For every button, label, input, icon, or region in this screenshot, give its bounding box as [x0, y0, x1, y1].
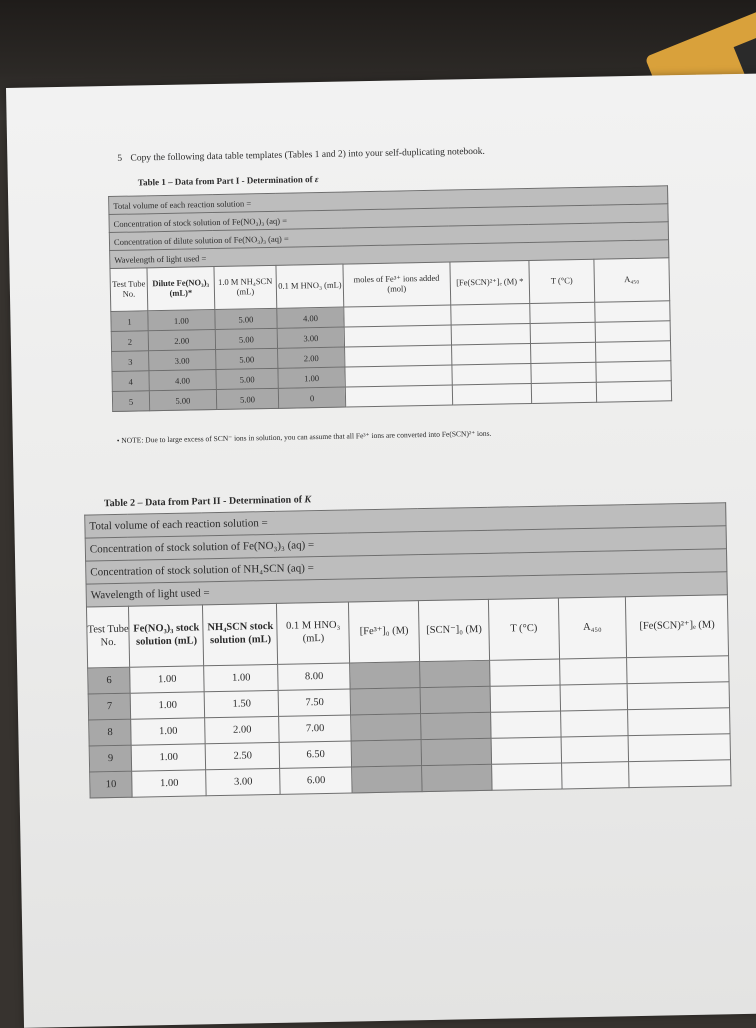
table1-empty-cell — [344, 325, 451, 347]
table1-empty-cell — [594, 301, 670, 322]
table2-cell: 1.00 — [132, 770, 207, 797]
table2-empty-cell — [629, 760, 731, 788]
table1 — [108, 185, 672, 412]
table2-empty-cell — [628, 708, 730, 736]
table1-empty-cell — [345, 385, 452, 407]
table1-header-row: Concentration of dilute solution of Fe(NO₃)₃ (aq) = — [109, 222, 668, 251]
table1-empty-cell — [452, 383, 532, 405]
table2-shaded-cell — [351, 714, 421, 741]
table2-col-header: A₄₅₀ — [558, 597, 627, 659]
table2-shaded-cell — [350, 662, 420, 689]
table1-empty-cell — [596, 361, 672, 382]
table2-cell: 3.00 — [206, 768, 281, 795]
table1-cell: 5.00 — [215, 308, 278, 329]
table1-title-symbol: ε — [314, 174, 319, 185]
table2-cell: 1.00 — [130, 666, 205, 693]
table2-shaded-cell — [422, 764, 493, 791]
instruction-text: Copy the following data table templates (Tables 1 and 2) into your self-duplicating notebook. — [130, 146, 485, 164]
table1-cell: 2.00 — [278, 347, 345, 368]
table2-cell: 9 — [89, 745, 132, 772]
table2-shaded-cell — [350, 688, 420, 715]
instruction-number: 5 — [117, 153, 123, 164]
table2-col-header: Fe(NO₃)₃ stock solution (mL) — [129, 605, 204, 667]
instruction-line — [117, 147, 485, 164]
table1-cell: 5.00 — [216, 388, 279, 409]
table2-empty-cell — [491, 737, 561, 764]
table2-empty-cell — [560, 710, 628, 737]
table1-cell: 2.00 — [148, 330, 215, 351]
table2-empty-cell — [492, 763, 562, 790]
table1-title — [138, 174, 319, 187]
table2-cell: 8.00 — [278, 663, 350, 690]
table2-empty-cell — [627, 656, 729, 684]
table2-empty-cell — [490, 659, 560, 686]
table2-title-symbol: K — [304, 494, 312, 506]
table1-col-header: T (°C) — [529, 259, 594, 303]
table1-cell: 5.00 — [149, 390, 216, 411]
table2-cell: 10 — [90, 771, 133, 798]
table1-col-header: A₄₅₀ — [594, 258, 670, 302]
table2-header-row: Concentration of stock solution of Fe(NO₃)₃ (aq) = — [85, 526, 726, 561]
table1-cell: 5 — [112, 391, 149, 412]
table1-empty-cell — [344, 305, 451, 327]
table2-empty-cell — [627, 682, 729, 710]
table2-empty-cell — [560, 684, 628, 711]
table1-cell: 4 — [112, 371, 149, 392]
table2-title — [104, 494, 311, 509]
table2-shaded-cell — [352, 766, 422, 793]
table1-cell: 4.00 — [149, 370, 216, 391]
table1-note: • NOTE: Due to large excess of SCN⁻ ions in solution, you can assume that all Fe³⁺ ions are converted into Fe(SCN)²⁺ ions. — [116, 428, 492, 445]
table1-empty-cell — [531, 382, 596, 403]
table2-cell: 1.00 — [131, 692, 206, 719]
table2-col-header: Test Tube No. — [86, 606, 130, 668]
table2-shaded-cell — [421, 712, 492, 739]
table2-col-header: [Fe(SCN)²⁺]ₑ (M) — [626, 595, 729, 658]
table2 — [84, 502, 731, 798]
table2-cell: 1.00 — [132, 744, 207, 771]
table2-shaded-cell — [420, 686, 491, 713]
table2-shaded-cell — [420, 660, 491, 687]
table1-col-header: 1.0 M NH₄SCN (mL) — [214, 265, 277, 309]
table1-header-row: Wavelength of light used = — [110, 240, 669, 269]
table1-cell: 5.00 — [215, 348, 278, 369]
table2-cell: 8 — [89, 719, 132, 746]
table2-empty-cell — [628, 734, 730, 762]
table2-cell: 7.00 — [279, 715, 351, 742]
table2-cell: 6.50 — [280, 741, 352, 768]
table2-cell: 7.50 — [279, 689, 351, 716]
table1-empty-cell — [595, 321, 671, 342]
table2-empty-cell — [561, 762, 629, 789]
table1-cell: 5.00 — [215, 328, 278, 349]
table1-empty-cell — [595, 341, 671, 362]
table1-cell: 3.00 — [149, 350, 216, 371]
table1-header-row: Concentration of stock solution of Fe(NO₃)₃ (aq) = — [109, 204, 668, 233]
table1-empty-cell — [452, 363, 532, 385]
table1-empty-cell — [451, 303, 531, 325]
table2-cell: 6.00 — [280, 767, 352, 794]
table1-empty-cell — [345, 365, 452, 387]
table1-empty-cell — [596, 381, 672, 402]
table2-shaded-cell — [421, 738, 492, 765]
table1-empty-cell — [530, 302, 595, 323]
table2-col-header: NH₄SCN stock solution (mL) — [203, 603, 278, 665]
table2-cell: 6 — [88, 667, 131, 694]
table1-empty-cell — [451, 323, 531, 345]
table1-cell: 1 — [111, 311, 148, 332]
table1-cell: 5.00 — [216, 368, 279, 389]
table1-col-header: Test Tube No. — [110, 268, 148, 312]
table2-empty-cell — [491, 711, 561, 738]
table2-cell: 1.00 — [204, 664, 279, 691]
table1-empty-cell — [531, 342, 596, 363]
worksheet-page — [6, 73, 756, 1027]
table1-col-header: moles of Fe³⁺ ions added (mol) — [343, 262, 451, 307]
table1-cell: 3 — [112, 351, 149, 372]
table2-col-header: T (°C) — [488, 598, 559, 660]
table2-cell: 2.50 — [206, 742, 281, 769]
table1-cell: 4.00 — [277, 307, 344, 328]
table1-col-header: [Fe(SCN)²⁺]ₑ (M) * — [450, 260, 530, 305]
table1-col-header: 0.1 M HNO₃ (mL) — [276, 264, 344, 308]
table2-cell: 7 — [88, 693, 131, 720]
table2-shaded-cell — [351, 740, 421, 767]
table2-header-row: Concentration of stock solution of NH₄SCN (aq) = — [86, 549, 727, 584]
table2-header-row: Wavelength of light used = — [86, 572, 727, 607]
table2-header-row: Total volume of each reaction solution = — [85, 503, 726, 538]
table2-cell: 2.00 — [205, 716, 280, 743]
table1-empty-cell — [530, 322, 595, 343]
table1-col-header: Dilute Fe(NO₃)₃ (mL)* — [147, 267, 215, 311]
table1-cell: 0 — [279, 387, 346, 408]
table2-col-header: 0.1 M HNO₃ (mL) — [277, 602, 350, 664]
table2-cell: 1.00 — [131, 718, 206, 745]
table1-header-row: Total volume of each reaction solution = — [109, 186, 668, 215]
table1-title-text: Table 1 – Data from Part I - Determination of — [137, 174, 313, 188]
table2-empty-cell — [490, 685, 560, 712]
table2-col-header: [SCN⁻]₀ (M) — [418, 599, 489, 661]
table2-col-header: [Fe³⁺]₀ (M) — [349, 601, 420, 663]
table1-empty-cell — [451, 343, 531, 365]
table1-cell: 1.00 — [278, 367, 345, 388]
table2-title-text: Table 2 – Data from Part II - Determination of — [103, 494, 303, 510]
table2-cell: 1.50 — [205, 690, 280, 717]
table2-empty-cell — [559, 658, 627, 685]
table1-cell: 3.00 — [277, 327, 344, 348]
table2-empty-cell — [561, 736, 629, 763]
table1-cell: 1.00 — [148, 310, 215, 331]
table1-empty-cell — [531, 362, 596, 383]
table1-empty-cell — [344, 345, 451, 367]
table1-cell: 2 — [111, 331, 148, 352]
